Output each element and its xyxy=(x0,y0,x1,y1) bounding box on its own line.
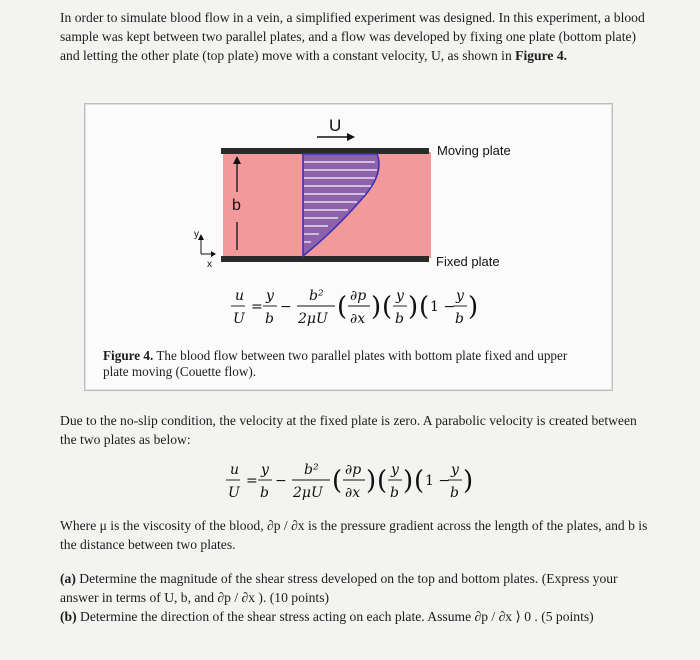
eq2-dp: ∂p xyxy=(345,462,362,478)
eq-u: u xyxy=(235,288,245,304)
intro-figure-ref: Figure 4. xyxy=(515,48,568,63)
eq2-2muU: 2μU xyxy=(293,485,323,501)
figure-caption-text: The blood flow between two parallel plates with bottom plate fixed and upper plate moving (Couette flow). xyxy=(103,348,568,379)
svg-text:(: ( xyxy=(419,292,430,322)
eq2-u: u xyxy=(230,462,240,478)
figure-caption xyxy=(103,348,593,380)
svg-text:(: ( xyxy=(332,466,343,496)
middle-paragraph xyxy=(60,411,650,449)
eq-dx: ∂x xyxy=(350,311,366,327)
moving-plate xyxy=(221,148,429,154)
eq2-U: U xyxy=(228,485,240,501)
where-text: Where μ is the viscosity of the blood, ∂p / ∂x is the pressure gradient across the length of the plates, and b is the distance between two plates. xyxy=(60,518,648,552)
velocity-arrow-head xyxy=(347,133,355,141)
main-equation xyxy=(222,458,482,506)
eq2-b4: b xyxy=(450,485,459,501)
eq-y3: y xyxy=(456,288,464,304)
fixed-plate-label: Fixed plate xyxy=(436,254,500,269)
eq-y2: y xyxy=(396,288,404,304)
where-paragraph xyxy=(60,516,650,554)
intro-text: In order to simulate blood flow in a vein, a simplified experiment was designed. In this experiment, a blood sample was kept between two parallel plates, and a flow was developed by fixing one plate (bottom plate) and letting the other plate (top plate) move with a constant velocity, U, as shown in xyxy=(60,10,645,63)
eq-b4: b xyxy=(455,311,464,327)
part-b-label: (b) xyxy=(60,609,77,624)
eq2-equals: = xyxy=(246,473,258,489)
eq2-b1: b xyxy=(260,485,269,501)
eq-dp: ∂p xyxy=(350,288,367,304)
eq-b1: b xyxy=(265,311,274,327)
moving-plate-label: Moving plate xyxy=(437,143,511,158)
figure-caption-label: Figure 4. xyxy=(103,348,154,363)
eq-2muU: 2μU xyxy=(298,311,328,327)
eq2-b3: b xyxy=(390,485,399,501)
eq-U: U xyxy=(233,311,245,327)
eq2-y3: y xyxy=(451,462,459,478)
velocity-label: U xyxy=(329,116,342,135)
eq2-b2: b² xyxy=(304,462,319,478)
svg-text:(: ( xyxy=(414,466,425,496)
middle-text: Due to the no-slip condition, the velocity at the fixed plate is zero. A parabolic velocity is created between the two plates as below: xyxy=(60,413,637,447)
svg-text:(: ( xyxy=(337,292,348,322)
axis-x-label: x xyxy=(207,259,212,270)
eq-one-minus: 1 − xyxy=(430,299,456,315)
figure-4-box xyxy=(84,103,613,391)
part-a-text: Determine the magnitude of the shear stress developed on the top and bottom plates. (Express your answer in terms of U, b, and ∂p / ∂x ). (10 points) xyxy=(60,571,618,605)
eq2-minus: − xyxy=(275,473,287,489)
svg-text:(: ( xyxy=(377,466,388,496)
eq-minus: − xyxy=(280,299,292,315)
eq-equals: = xyxy=(251,299,263,315)
gap-label: b xyxy=(232,197,241,214)
svg-text:): ) xyxy=(408,292,419,322)
figure-equation xyxy=(231,288,478,327)
svg-text:): ) xyxy=(403,466,414,496)
part-b-text: Determine the direction of the shear stress acting on each plate. Assume ∂p / ∂x ⟩ 0 . (5 points) xyxy=(80,609,594,624)
eq-y1: y xyxy=(266,288,274,304)
eq-b3: b xyxy=(395,311,404,327)
intro-paragraph xyxy=(60,8,650,65)
fixed-plate xyxy=(221,256,429,262)
eq2-dx: ∂x xyxy=(345,485,361,501)
svg-text:): ) xyxy=(463,466,474,496)
svg-text:): ) xyxy=(468,292,479,322)
svg-text:): ) xyxy=(371,292,382,322)
part-a-label: (a) xyxy=(60,571,76,586)
svg-text:(: ( xyxy=(382,292,393,322)
eq2-y2: y xyxy=(391,462,399,478)
couette-flow-diagram xyxy=(85,104,612,344)
part-a-question xyxy=(60,569,650,607)
axes-icon xyxy=(198,234,216,257)
svg-text:): ) xyxy=(366,466,377,496)
eq2-one-minus: 1 − xyxy=(425,473,451,489)
part-b-question xyxy=(60,607,650,626)
eq2-y1: y xyxy=(261,462,269,478)
axis-y-label: y xyxy=(194,229,199,240)
eq-b2: b² xyxy=(309,288,324,304)
